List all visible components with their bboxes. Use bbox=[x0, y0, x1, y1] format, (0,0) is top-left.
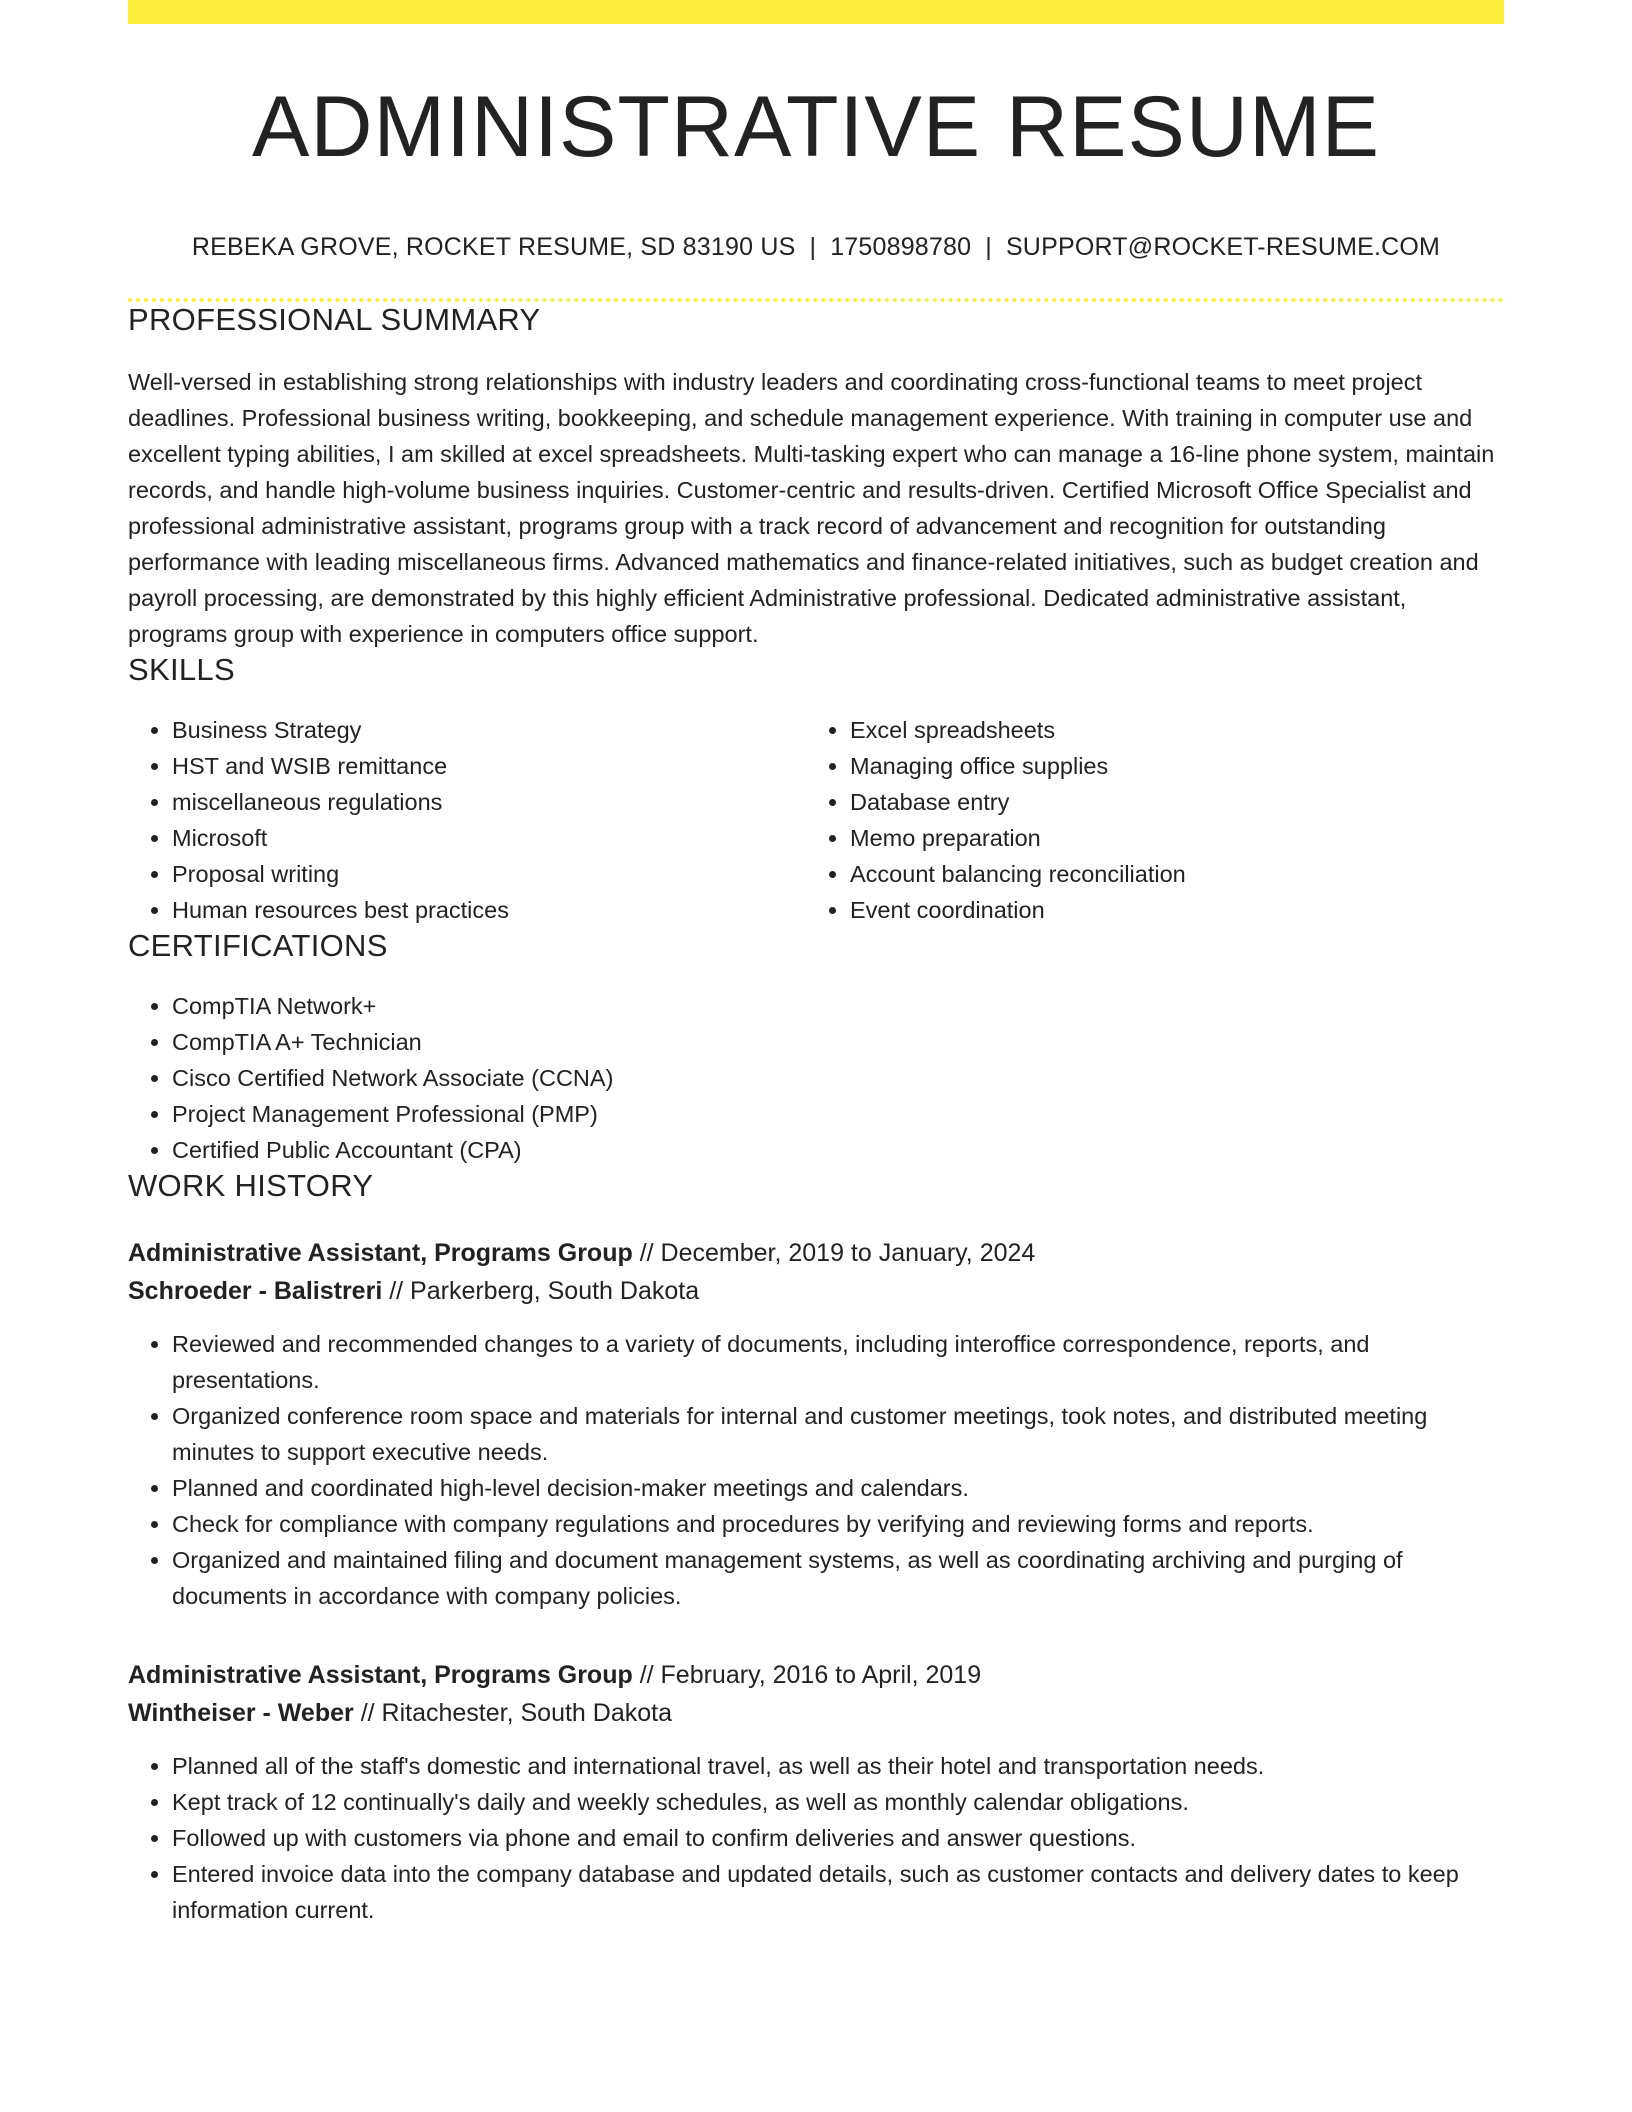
skill-item: • miscellaneous regulations bbox=[172, 784, 806, 820]
skills-list-right bbox=[806, 712, 1484, 928]
job-duty-item: • Reviewed and recommended changes to a variety of documents, including interoffice correspondence, reports, and presentations. bbox=[172, 1326, 1504, 1398]
job-company: Wintheiser - Weber bbox=[128, 1698, 354, 1727]
resume-page bbox=[128, 0, 1504, 1928]
job-duty-item: • Planned and coordinated high-level decision-maker meetings and calendars. bbox=[172, 1470, 1504, 1506]
contact-phone: 1750898780 bbox=[830, 232, 972, 261]
job-duties-list bbox=[128, 1748, 1504, 1928]
certifications-heading: CERTIFICATIONS bbox=[128, 927, 388, 963]
skill-item: • HST and WSIB remittance bbox=[172, 748, 806, 784]
job-company-line bbox=[128, 1272, 1504, 1310]
job-entry bbox=[128, 1234, 1504, 1614]
skill-item: • Human resources best practices bbox=[172, 892, 806, 928]
certification-item: • Cisco Certified Network Associate (CCNA) bbox=[172, 1060, 1504, 1096]
certifications-section bbox=[128, 928, 1504, 1168]
job-entry bbox=[128, 1656, 1504, 1928]
skill-item: • Memo preparation bbox=[850, 820, 1484, 856]
certification-item: • Project Management Professional (PMP) bbox=[172, 1096, 1504, 1132]
job-duty-item: • Organized conference room space and materials for internal and customer meetings, took notes, and distributed meeting minutes to support executive needs. bbox=[172, 1398, 1504, 1470]
summary-heading: PROFESSIONAL SUMMARY bbox=[128, 301, 541, 337]
contact-separator: | bbox=[985, 232, 992, 261]
skill-item: • Business Strategy bbox=[172, 712, 806, 748]
certification-item: • CompTIA Network+ bbox=[172, 988, 1504, 1024]
skill-item: • Microsoft bbox=[172, 820, 806, 856]
top-accent-bar bbox=[128, 0, 1504, 24]
certifications-list bbox=[128, 988, 1504, 1168]
work-history-heading: WORK HISTORY bbox=[128, 1167, 374, 1203]
job-title-line bbox=[128, 1234, 1504, 1272]
job-dates: // December, 2019 to January, 2024 bbox=[632, 1238, 1036, 1267]
work-history-section bbox=[128, 1168, 1504, 1928]
contact-line bbox=[128, 233, 1504, 262]
skill-item: • Event coordination bbox=[850, 892, 1484, 928]
skill-item: • Proposal writing bbox=[172, 856, 806, 892]
summary-section bbox=[128, 302, 1504, 652]
skill-item: • Database entry bbox=[850, 784, 1484, 820]
job-location: // Ritachester, South Dakota bbox=[353, 1698, 672, 1727]
job-duty-item: • Check for compliance with company regulations and procedures by verifying and reviewing forms and reports. bbox=[172, 1506, 1504, 1542]
contact-email: SUPPORT@ROCKET-RESUME.COM bbox=[1005, 232, 1441, 261]
skill-item: • Excel spreadsheets bbox=[850, 712, 1484, 748]
job-title: Administrative Assistant, Programs Group bbox=[128, 1660, 633, 1689]
job-duty-item: • Organized and maintained filing and document management systems, as well as coordinating archiving and purging of documents in accordance with company policies. bbox=[172, 1542, 1504, 1614]
job-duty-item: • Entered invoice data into the company database and updated details, such as customer contacts and delivery dates to keep information current. bbox=[172, 1856, 1504, 1928]
contact-separator: | bbox=[809, 232, 817, 261]
job-duties-list bbox=[128, 1326, 1504, 1614]
job-duty-item: • Followed up with customers via phone and email to confirm deliveries and answer questions. bbox=[172, 1820, 1504, 1856]
skill-item: • Account balancing reconciliation bbox=[850, 856, 1484, 892]
skill-item: • Managing office supplies bbox=[850, 748, 1484, 784]
job-location: // Parkerberg, South Dakota bbox=[382, 1276, 700, 1305]
job-dates: // February, 2016 to April, 2019 bbox=[632, 1660, 982, 1689]
summary-text: Well-versed in establishing strong relationships with industry leaders and coordinating cross-functional teams to meet project deadlines. Professional business writing, bookkeeping, and schedule management experience. With training in computer use and excellent typing abilities, I am skilled at excel spreadsheets. Multi-tasking expert who can manage a 16-line phone system, maintain records, and handle high-volume business inquiries. Customer-centric and results-driven. Certified Microsoft Office Specialist and professional administrative assistant, programs group with a track record of advancement and recognition for outstanding performance with leading miscellaneous firms. Advanced mathematics and finance-related initiatives, such as budget creation and payroll processing, are demonstrated by this highly efficient Administrative professional. Dedicated administrative assistant, programs group with experience in computers office support. bbox=[128, 368, 1495, 647]
job-title-line bbox=[128, 1656, 1504, 1694]
certification-item: • CompTIA A+ Technician bbox=[172, 1024, 1504, 1060]
job-title: Administrative Assistant, Programs Group bbox=[128, 1238, 633, 1267]
job-company-line bbox=[128, 1694, 1504, 1732]
job-duty-item: • Planned all of the staff's domestic and international travel, as well as their hotel and transportation needs. bbox=[172, 1748, 1504, 1784]
skills-grid bbox=[128, 712, 1504, 928]
skills-list-left bbox=[128, 712, 806, 928]
certification-item: • Certified Public Accountant (CPA) bbox=[172, 1132, 1504, 1168]
resume-title: ADMINISTRATIVE RESUME bbox=[252, 79, 1380, 175]
job-duty-item: • Kept track of 12 continually's daily and weekly schedules, as well as monthly calendar obligations. bbox=[172, 1784, 1504, 1820]
job-company: Schroeder - Balistreri bbox=[128, 1276, 383, 1305]
skills-heading: SKILLS bbox=[128, 651, 235, 687]
skills-section bbox=[128, 652, 1504, 928]
contact-address: REBEKA GROVE, ROCKET RESUME, SD 83190 US bbox=[191, 232, 796, 261]
